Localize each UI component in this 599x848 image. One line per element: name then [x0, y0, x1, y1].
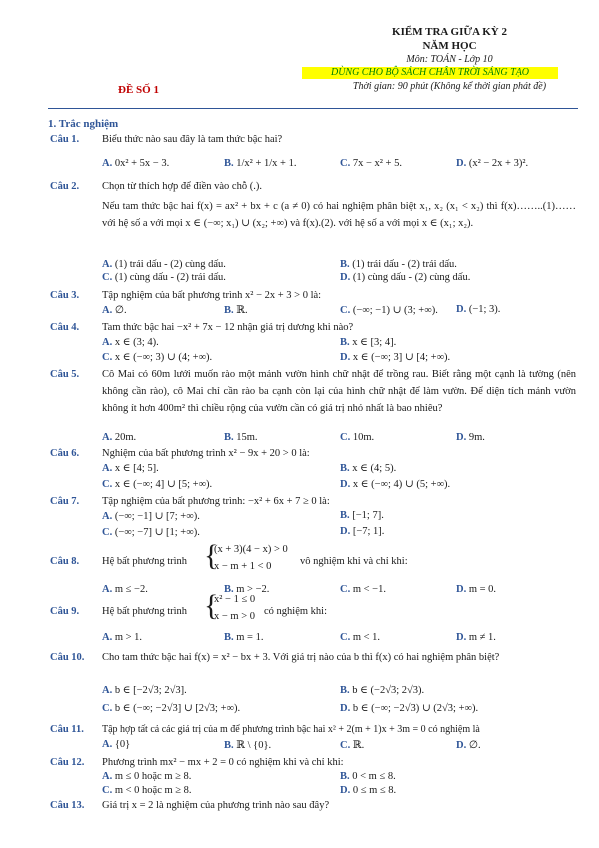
- option-a[interactable]: A. 20m.: [102, 432, 137, 443]
- option-c[interactable]: C. (−∞; −1) ∪ (3; +∞).: [340, 305, 438, 316]
- book-line: DÙNG CHO BỘ SÁCH CHÂN TRỜI SÁNG TẠO: [330, 67, 530, 78]
- question-label: Câu 3.: [50, 290, 80, 301]
- option-b[interactable]: B. 1/x² + 1/x + 1.: [224, 158, 297, 169]
- option-d[interactable]: D. 0 ≤ m ≤ 8.: [340, 785, 397, 796]
- option-d[interactable]: D. (1) cùng dấu - (2) cùng dấu.: [340, 272, 471, 283]
- question-label: Câu 13.: [50, 800, 85, 811]
- option-d[interactable]: D. m = 0.: [456, 584, 497, 595]
- option-c[interactable]: C. b ∈ (−∞; −2√3] ∪ [2√3; +∞).: [102, 703, 241, 714]
- option-d[interactable]: D. x ∈ (−∞; 3] ∪ [4; +∞).: [340, 352, 451, 363]
- option-c[interactable]: C. m < −1.: [340, 584, 386, 595]
- header-divider: [48, 108, 578, 109]
- question-paragraph: Cô Mai có 60m lưới muốn rào một mảnh vườn hình chữ nhật để trồng rau. Biết rằng một cạnh là tường (nên không cần rào), cô Mai chỉ cần rào ba cạnh còn lại của hình chữ nhật để làm vườn. Để diện tích mảnh vườn không ít hơn 400m² thì chiều rộng của vườn cần có giá trị nhỏ nhất là bao nhiêu?: [102, 369, 576, 414]
- question-text: Chọn từ thích hợp để điền vào chỗ (.).: [102, 181, 262, 192]
- question-text: Tập nghiệm của bất phương trình x² − 2x + 3 > 0 là:: [102, 290, 322, 301]
- question-label: Câu 4.: [50, 322, 80, 333]
- question-label: Câu 1.: [50, 134, 80, 145]
- question-tail: vô nghiệm khi và chỉ khi:: [300, 556, 408, 567]
- option-a[interactable]: A. m ≤ −2.: [102, 584, 148, 595]
- option-b[interactable]: B. (1) trái dấu - (2) trái dấu.: [340, 259, 457, 270]
- option-d[interactable]: D. (x² − 2x + 3)².: [456, 158, 529, 169]
- option-c[interactable]: C. m < 1.: [340, 632, 381, 643]
- option-b[interactable]: B. [−1; 7].: [340, 510, 384, 521]
- question-label: Câu 5.: [50, 369, 80, 380]
- option-b[interactable]: B. ℝ.: [224, 305, 248, 316]
- option-d[interactable]: D. (−1; 3).: [456, 304, 501, 315]
- option-a[interactable]: A. b ∈ [−2√3; 2√3].: [102, 685, 187, 696]
- option-d[interactable]: D. b ∈ (−∞; −2√3) ∪ (2√3; +∞).: [340, 703, 479, 714]
- subject-line: Môn: TOÁN - Lớp 10: [406, 54, 493, 65]
- question-label: Câu 9.: [50, 606, 80, 617]
- option-a[interactable]: A. (−∞; −1] ∪ [7; +∞).: [102, 511, 200, 522]
- option-c[interactable]: C. x ∈ (−∞; 4] ∪ [5; +∞).: [102, 479, 213, 490]
- option-a[interactable]: A. m > 1.: [102, 632, 143, 643]
- question-label: Câu 2.: [50, 181, 80, 192]
- option-a[interactable]: A. {0}: [102, 739, 131, 750]
- question-label: Câu 6.: [50, 448, 80, 459]
- option-a[interactable]: A. (1) trái dấu - (2) cùng dấu.: [102, 259, 226, 270]
- question-label: Câu 11.: [50, 724, 84, 735]
- option-b[interactable]: B. x ∈ [3; 4].: [340, 337, 397, 348]
- option-c[interactable]: C. x ∈ (−∞; 3) ∪ (4; +∞).: [102, 352, 213, 363]
- option-d[interactable]: D. m ≠ 1.: [456, 632, 496, 643]
- system-line-2: x − m > 0: [214, 611, 256, 622]
- option-a[interactable]: A. x ∈ (3; 4).: [102, 337, 159, 348]
- option-c[interactable]: C. 7x − x² + 5.: [340, 158, 402, 169]
- question-label: Câu 10.: [50, 652, 85, 663]
- option-b[interactable]: B. 0 < m ≤ 8.: [340, 771, 396, 782]
- option-c[interactable]: C. 10m.: [340, 432, 375, 443]
- exam-title: KIỂM TRA GIỮA KỲ 2: [392, 26, 507, 38]
- question-paragraph: Cho tam thức bậc hai f(x) = x² − bx + 3. Với giá trị nào của b thì f(x) có hai nghiệm phân biệt?: [102, 652, 500, 663]
- question-text: Phương trình mx² − mx + 2 = 0 có nghiệm khi và chỉ khi:: [102, 757, 344, 768]
- option-b[interactable]: B. 15m.: [224, 432, 258, 443]
- option-a[interactable]: A. ∅.: [102, 305, 127, 316]
- option-c[interactable]: C. ℝ.: [340, 740, 365, 751]
- option-d[interactable]: D. x ∈ (−∞; 4) ∪ (5; +∞).: [340, 479, 451, 490]
- school-year: NĂM HỌC: [422, 40, 477, 52]
- section-title: 1. Trắc nghiệm: [48, 118, 119, 130]
- option-a[interactable]: A. m ≤ 0 hoặc m ≥ 8.: [102, 771, 192, 782]
- question-label: Câu 8.: [50, 556, 80, 567]
- option-c[interactable]: C. (1) cùng dấu - (2) trái dấu.: [102, 272, 226, 283]
- question-text: Biểu thức nào sau đây là tam thức bậc hai?: [102, 134, 283, 145]
- question-text: Tập hợp tất cả các giá trị của m để phương trình bậc hai x² + 2(m + 1)x + 3m = 0 có nghiệm là: [102, 724, 480, 735]
- time-line: Thời gian: 90 phút (Không kể thời gian phát đề): [352, 81, 547, 92]
- system-line-1: x² − 1 ≤ 0: [214, 594, 256, 605]
- option-b[interactable]: B. x ∈ (4; 5).: [340, 463, 397, 474]
- question-label: Câu 12.: [50, 757, 85, 768]
- option-c[interactable]: C. m < 0 hoặc m ≥ 8.: [102, 785, 192, 796]
- question-text: Hệ bất phương trình: [102, 556, 188, 567]
- option-c[interactable]: C. (−∞; −7] ∪ [1; +∞).: [102, 527, 200, 538]
- question-text: Nghiệm của bất phương trình x² − 9x + 20 > 0 là:: [102, 448, 310, 459]
- option-d[interactable]: D. ∅.: [456, 740, 481, 751]
- system-line-2: x − m + 1 < 0: [214, 561, 272, 572]
- system-brace: {: [204, 589, 219, 622]
- question-tail: có nghiệm khi:: [264, 606, 327, 617]
- question-text: Tập nghiệm của bất phương trình: −x² + 6x + 7 ≥ 0 là:: [102, 496, 330, 507]
- option-a[interactable]: A. 0x² + 5x − 3.: [102, 158, 170, 169]
- exam-number: ĐỀ SỐ 1: [118, 84, 159, 96]
- system-brace: {: [204, 539, 219, 572]
- option-d[interactable]: D. [−7; 1].: [340, 526, 385, 537]
- question-text: Hệ bất phương trình: [102, 606, 188, 617]
- option-d[interactable]: D. 9m.: [456, 432, 485, 443]
- option-b[interactable]: B. m > −2.: [224, 584, 270, 595]
- system-line-1: (x + 3)(4 − x) > 0: [214, 544, 288, 555]
- option-a[interactable]: A. x ∈ [4; 5].: [102, 463, 159, 474]
- question-paragraph: Nếu tam thức bậc hai f(x) = ax² + bx + c (a ≠ 0) có hai nghiệm phân biệt x₁, x₂ (x₁ < x₂) thì f(x)……..(1)…… với hệ số a với mọi x ∈ (−∞; x₁) ∪ (x₂; +∞) và f(x).(2). với hệ số a với mọi x ∈ (x₁; x₂).: [102, 201, 576, 229]
- question-label: Câu 7.: [50, 496, 80, 507]
- option-b[interactable]: B. ℝ \ {0}.: [224, 740, 272, 751]
- option-b[interactable]: B. b ∈ (−2√3; 2√3).: [340, 685, 425, 696]
- option-b[interactable]: B. m = 1.: [224, 632, 264, 643]
- question-text: Giá trị x = 2 là nghiệm của phương trình nào sau đây?: [102, 800, 330, 811]
- question-text: Tam thức bậc hai −x² + 7x − 12 nhận giá trị dương khi nào?: [102, 322, 354, 333]
